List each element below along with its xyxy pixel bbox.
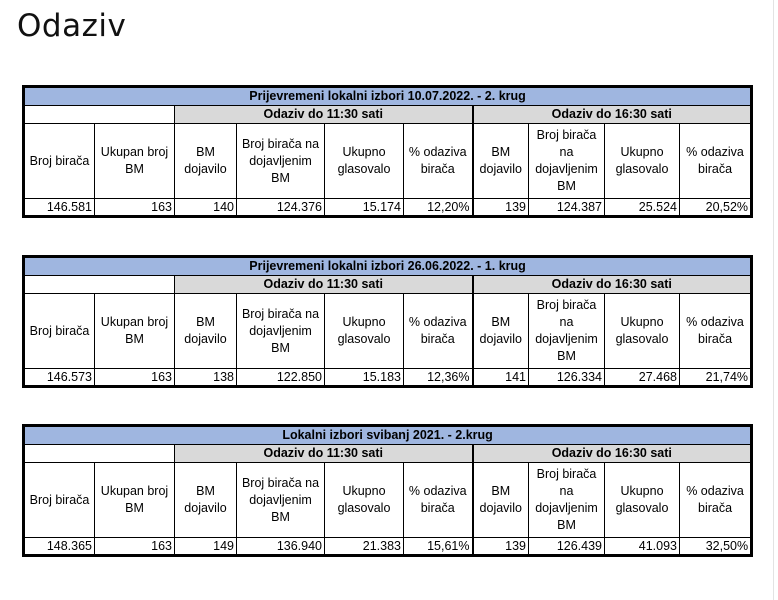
value-pct-1130: 12,36% [404, 369, 473, 387]
value-bm-dojavilo-1630: 139 [473, 199, 529, 217]
value-broj-biraca: 146.573 [24, 369, 95, 387]
blank-header-cell [24, 445, 175, 463]
value-broj-biraca-na-bm-1130: 122.850 [237, 369, 325, 387]
group-header-1130: Odaziv do 11:30 sati [175, 445, 473, 463]
value-broj-biraca-na-bm-1130: 136.940 [237, 538, 325, 556]
value-broj-biraca: 148.365 [24, 538, 95, 556]
header-ukupan-broj-bm: Ukupan broj BM [95, 124, 175, 199]
header-ukupno-glasovalo: Ukupno glasovalo [605, 124, 680, 199]
group-header-1130: Odaziv do 11:30 sati [175, 106, 473, 124]
header-ukupan-broj-bm: Ukupan broj BM [95, 294, 175, 369]
turnout-table-block [22, 255, 750, 388]
value-broj-biraca-na-bm-1630: 126.439 [529, 538, 605, 556]
header-bm-dojavilo: BM dojavilo [175, 463, 237, 538]
header-ukupno-glasovalo: Ukupno glasovalo [605, 463, 680, 538]
value-bm-dojavilo-1630: 141 [473, 369, 529, 387]
value-pct-1630: 20,52% [680, 199, 752, 217]
value-ukupno-glasovalo-1630: 41.093 [605, 538, 680, 556]
header-pct-odaziva: % odaziva birača [404, 463, 473, 538]
header-broj-biraca-na-bm: Broj birača na dojavljenim BM [529, 124, 605, 199]
header-ukupno-glasovalo: Ukupno glasovalo [325, 463, 404, 538]
value-bm-dojavilo-1630: 139 [473, 538, 529, 556]
value-ukupno-glasovalo-1130: 21.383 [325, 538, 404, 556]
table-row [24, 199, 752, 217]
header-broj-biraca: Broj birača [24, 124, 95, 199]
group-header-1630: Odaziv do 16:30 sati [473, 445, 752, 463]
header-ukupno-glasovalo: Ukupno glasovalo [605, 294, 680, 369]
election-title: Prijevremeni lokalni izbori 10.07.2022. - 2. krug [24, 87, 752, 106]
value-ukupan-broj-bm: 163 [95, 369, 175, 387]
page-edge-divider [773, 0, 774, 600]
header-broj-biraca-na-bm: Broj birača na dojavljenim BM [529, 294, 605, 369]
group-header-1630: Odaziv do 16:30 sati [473, 276, 752, 294]
table-row [24, 538, 752, 556]
header-broj-biraca: Broj birača [24, 294, 95, 369]
turnout-table-block [22, 85, 750, 218]
header-broj-biraca-na-bm: Broj birača na dojavljenim BM [529, 463, 605, 538]
header-bm-dojavilo: BM dojavilo [175, 124, 237, 199]
blank-header-cell [24, 276, 175, 294]
election-title: Prijevremeni lokalni izbori 26.06.2022. - 1. krug [24, 257, 752, 276]
header-bm-dojavilo: BM dojavilo [175, 294, 237, 369]
value-ukupan-broj-bm: 163 [95, 199, 175, 217]
value-ukupan-broj-bm: 163 [95, 538, 175, 556]
value-broj-biraca-na-bm-1630: 126.334 [529, 369, 605, 387]
page-title: Odaziv [17, 8, 127, 44]
header-pct-odaziva: % odaziva birača [680, 124, 752, 199]
header-pct-odaziva: % odaziva birača [680, 294, 752, 369]
value-ukupno-glasovalo-1130: 15.174 [325, 199, 404, 217]
group-header-1630: Odaziv do 16:30 sati [473, 106, 752, 124]
table-row [24, 369, 752, 387]
header-ukupno-glasovalo: Ukupno glasovalo [325, 124, 404, 199]
turnout-table-block [22, 424, 750, 557]
header-broj-biraca-na-bm: Broj birača na dojavljenim BM [237, 294, 325, 369]
value-broj-biraca: 146.581 [24, 199, 95, 217]
header-pct-odaziva: % odaziva birača [404, 124, 473, 199]
election-title: Lokalni izbori svibanj 2021. - 2.krug [24, 426, 752, 445]
header-bm-dojavilo: BM dojavilo [473, 294, 529, 369]
header-ukupan-broj-bm: Ukupan broj BM [95, 463, 175, 538]
value-pct-1130: 15,61% [404, 538, 473, 556]
header-broj-biraca-na-bm: Broj birača na dojavljenim BM [237, 463, 325, 538]
header-broj-biraca-na-bm: Broj birača na dojavljenim BM [237, 124, 325, 199]
turnout-table [22, 424, 753, 557]
value-pct-1130: 12,20% [404, 199, 473, 217]
value-ukupno-glasovalo-1130: 15.183 [325, 369, 404, 387]
turnout-table [22, 85, 753, 218]
header-bm-dojavilo: BM dojavilo [473, 124, 529, 199]
header-bm-dojavilo: BM dojavilo [473, 463, 529, 538]
value-broj-biraca-na-bm-1130: 124.376 [237, 199, 325, 217]
group-header-1130: Odaziv do 11:30 sati [175, 276, 473, 294]
blank-header-cell [24, 106, 175, 124]
turnout-table [22, 255, 753, 388]
header-broj-biraca: Broj birača [24, 463, 95, 538]
value-ukupno-glasovalo-1630: 27.468 [605, 369, 680, 387]
value-bm-dojavilo-1130: 140 [175, 199, 237, 217]
value-ukupno-glasovalo-1630: 25.524 [605, 199, 680, 217]
value-bm-dojavilo-1130: 138 [175, 369, 237, 387]
value-bm-dojavilo-1130: 149 [175, 538, 237, 556]
value-pct-1630: 32,50% [680, 538, 752, 556]
header-pct-odaziva: % odaziva birača [680, 463, 752, 538]
header-ukupno-glasovalo: Ukupno glasovalo [325, 294, 404, 369]
value-broj-biraca-na-bm-1630: 124.387 [529, 199, 605, 217]
value-pct-1630: 21,74% [680, 369, 752, 387]
header-pct-odaziva: % odaziva birača [404, 294, 473, 369]
